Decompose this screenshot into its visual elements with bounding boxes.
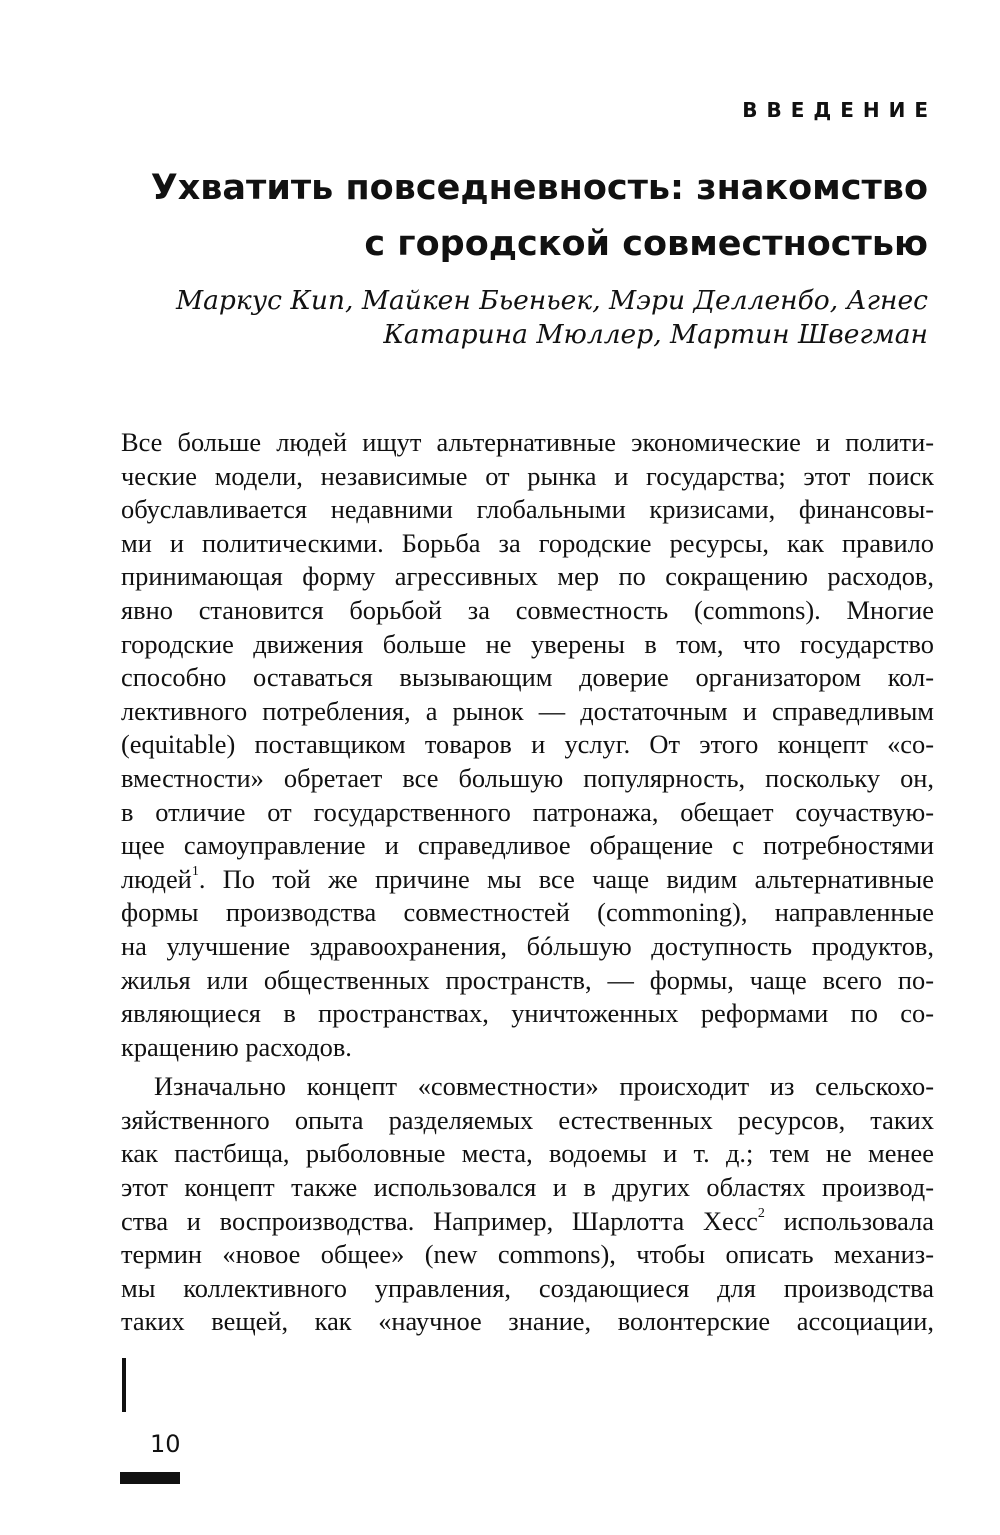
text-line: жилья или общественных пространств, — формы, чаще всего по-	[121, 964, 934, 995]
chapter-title-line: с городской совместностью	[364, 224, 928, 264]
footnote-marker[interactable]: 1	[191, 863, 199, 879]
footnote-marker[interactable]: 2	[757, 1205, 765, 1221]
text-line: щее самоуправление и справедливое обращение с потребностями	[121, 830, 934, 861]
margin-rule	[122, 1358, 126, 1412]
text-line	[121, 1205, 934, 1239]
text-line: являющиеся в пространствах, уничтоженных реформами по со-	[121, 998, 934, 1029]
text-line: ческие модели, независимые от рынка и государства; этот поиск	[121, 460, 934, 491]
authors-line: Катарина Мюллер, Мартин Швегман	[383, 319, 928, 350]
body-text	[121, 426, 934, 1339]
text-line: в отличие от государственного патронажа, обещает соучаствую-	[121, 796, 934, 827]
text-fragment: ства и воспроизводства. Например, Шарлотта Хесс	[121, 1205, 758, 1236]
text-fragment: людей	[121, 863, 192, 894]
text-line: зяйственного опыта разделяемых естественных ресурсов, таких	[121, 1104, 934, 1135]
paragraph	[121, 1070, 934, 1339]
text-line: как пастбища, рыболовные места, водоемы и т. д.; тем не менее	[121, 1138, 934, 1169]
page-number: 10	[150, 1430, 181, 1458]
text-line: лективного потребления, а рынок — достаточным и справедливым	[121, 695, 934, 726]
text-line: явно становится борьбой за совместность (commons). Многие	[121, 594, 934, 625]
chapter-title-line: Ухватить повседневность: знакомство	[150, 168, 928, 208]
text-line: мы коллективного управления, создающиеся для производства	[121, 1272, 934, 1303]
text-line: на улучшение здравоохранения, бóльшую доступность продуктов,	[121, 930, 934, 961]
authors-line: Маркус Кип, Майкен Бьеньек, Мэри Делленбо, Агнес	[175, 285, 928, 316]
text-line: (equitable) поставщиком товаров и услуг. От этого концепт «со-	[121, 729, 934, 760]
text-line: таких вещей, как «научное знание, волонтерские ассоциации,	[121, 1306, 934, 1337]
text-fragment: . По той же причине мы все чаще видим альтернативные	[198, 863, 934, 894]
text-line: термин «новое общее» (new commons), чтобы описать механиз-	[121, 1239, 934, 1270]
text-line: обуславливается недавними глобальными кризисами, финансовы-	[121, 494, 934, 525]
authors	[108, 284, 928, 352]
text-line: формы производства совместностей (commoning), направленные	[121, 897, 934, 928]
text-line: городские движения больше не уверены в том, что государство	[121, 628, 934, 659]
text-line: кращению расходов.	[121, 1031, 352, 1062]
section-label: ВВЕДЕНИЕ	[742, 98, 937, 122]
chapter-title	[108, 160, 928, 272]
text-line	[121, 863, 934, 897]
text-line: способно оставаться вызывающим доверие организатором кол-	[121, 662, 934, 693]
text-fragment: использовала	[764, 1205, 934, 1236]
text-line: Все больше людей ищут альтернативные экономические и полити-	[121, 427, 934, 457]
text-line: Изначально концепт «совместности» происходит из сельскохо-	[154, 1071, 934, 1102]
paragraph	[121, 426, 934, 1064]
text-line: ми и политическими. Борьба за городские ресурсы, как правило	[121, 527, 934, 558]
text-line: вместности» обретает все большую популярность, поскольку он,	[121, 762, 934, 793]
page-bar	[120, 1472, 180, 1484]
text-line: принимающая форму агрессивных мер по сокращению расходов,	[121, 561, 934, 592]
text-line: этот концепт также использовался и в других областях производ-	[121, 1172, 934, 1203]
